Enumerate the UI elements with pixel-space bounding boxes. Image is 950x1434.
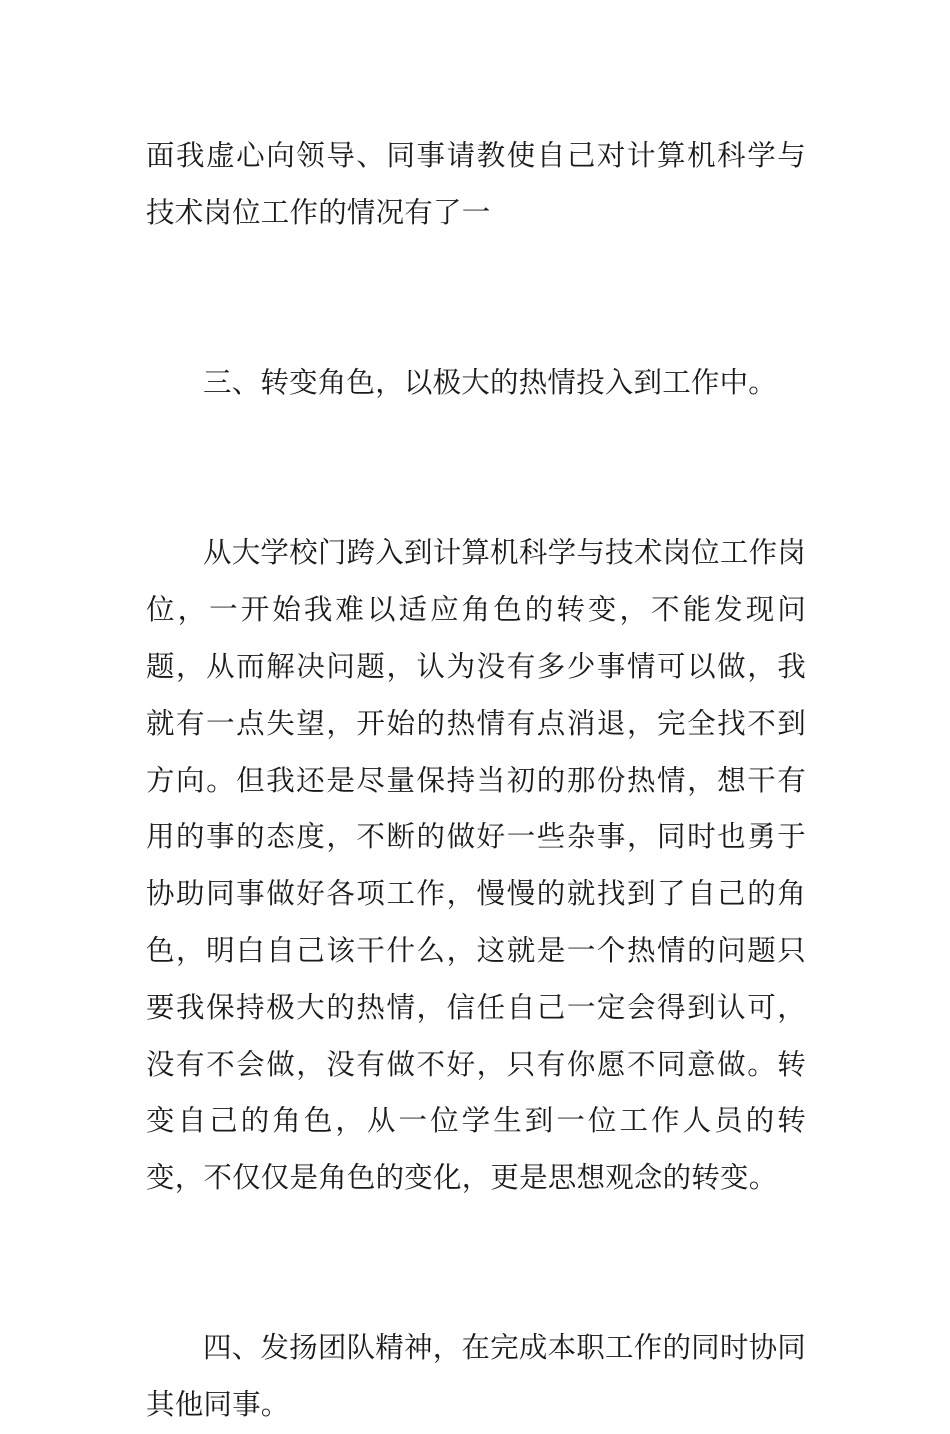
section-heading-four: 四、发扬团队精神，在完成本职工作的同时协同其他同事。 [146, 1331, 806, 1422]
document-body [146, 128, 806, 1434]
paragraph-gap [146, 242, 806, 356]
paragraph-gap [146, 412, 806, 526]
paragraph-gap [146, 1207, 806, 1321]
paragraph-continuation: 面我虚心向领导、同事请教使自己对计算机科学与技术岗位工作的情况有了一 [146, 139, 806, 229]
body-paragraph: 从大学校门跨入到计算机科学与技术岗位工作岗位，一开始我难以适应角色的转变，不能发现问题，从而解决问题，认为没有多少事情可以做，我就有一点失望，开始的热情有点消退，完全找不到方向。但我还是尽量保持当初的那份热情，想干有用的事的态度，不断的做好一些杂事，同时也勇于协助同事做好各项工作，慢慢的就找到了自己的角色，明白自己该干什么，这就是一个热情的问题只要我保持极大的热情，信任自己一定会得到认可，没有不会做，没有做不好，只有你愿不同意做。转变自己的角色，从一位学生到一位工作人员的转变，不仅仅是角色的变化，更是思想观念的转变。 [146, 536, 806, 1195]
section-heading-three: 三、转变角色，以极大的热情投入到工作中。 [203, 366, 778, 400]
